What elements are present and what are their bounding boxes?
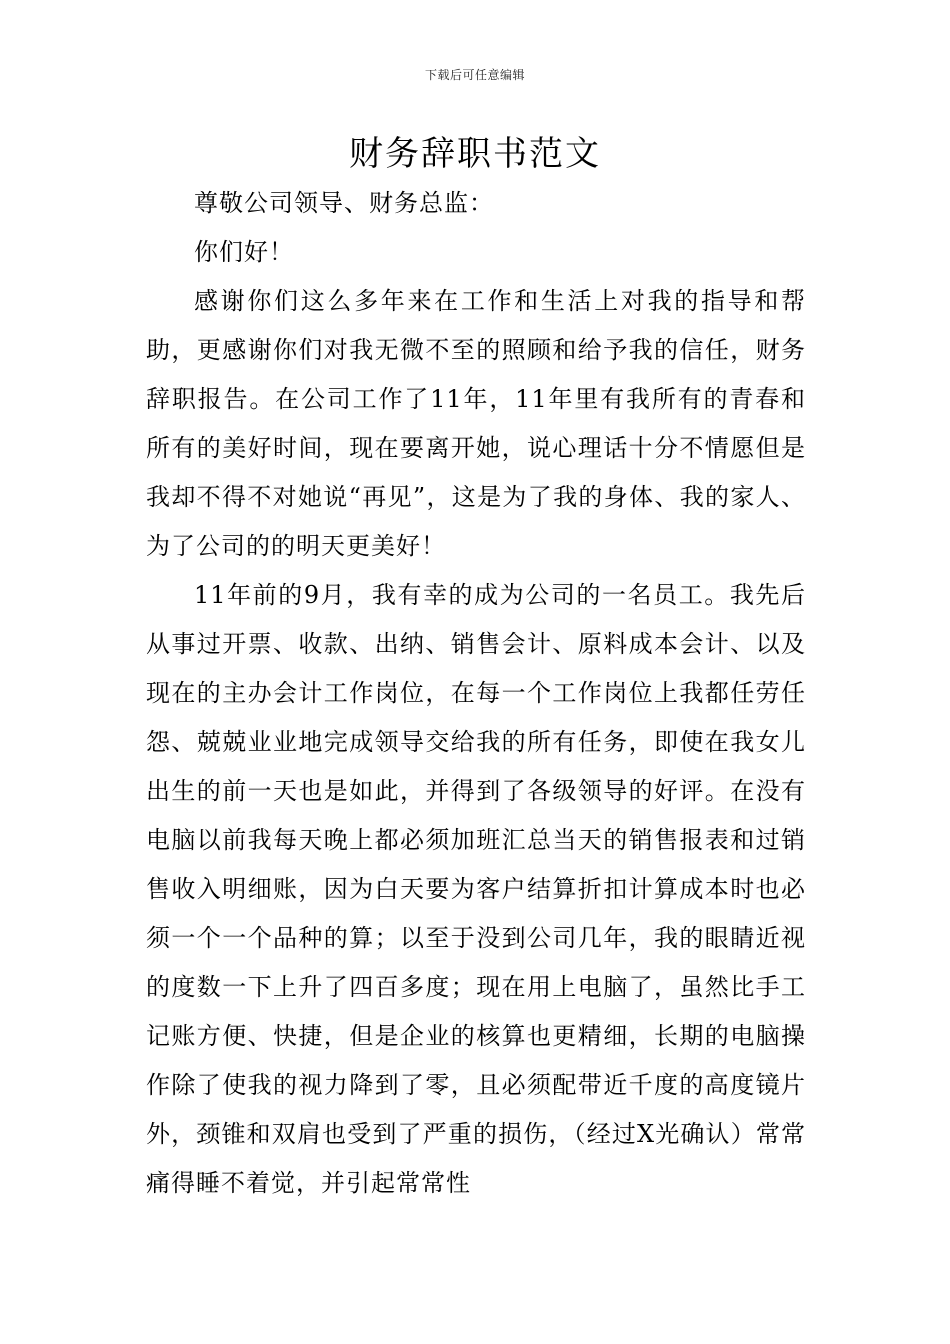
document-body [146, 179, 806, 1208]
paragraph-work-history: 11年前的9月，我有幸的成为公司的一名员工。我先后从事过开票、收款、出纳、销售会计、原料成本会计、以及现在的主办会计工作岗位，在每一个工作岗位上我都任劳任怨、兢兢业业地完成领导交给我的所有任务，即使在我女儿出生的前一天也是如此，并得到了各级领导的好评。在没有电脑以前我每天晚上都必须加班汇总当天的销售报表和过销售收入明细账，因为白天要为客户结算折扣计算成本时也必须一个一个品种的算；以至于没到公司几年，我的眼睛近视的度数一下上升了四百多度；现在用上电脑了，虽然比手工记账方便、快捷，但是企业的核算也更精细，长期的电脑操作除了使我的视力降到了零，且必须配带近千度的高度镜片外，颈锥和双肩也受到了严重的损伤，（经过X光确认）常常痛得睡不着觉，并引起常常性 [146, 581, 806, 1197]
paragraph-gratitude: 感谢你们这么多年来在工作和生活上对我的指导和帮助，更感谢你们对我无微不至的照顾和给予我的信任，财务辞职报告。在公司工作了11年，11年里有我所有的青春和所有的美好时间，现在要离开她，说心理话十分不情愿但是我却不得不对她说“再见”，这是为了我的身体、我的家人、为了公司的的明天更美好！ [146, 287, 806, 560]
salutation: 尊敬公司领导、财务总监： [194, 189, 494, 217]
greeting: 你们好！ [194, 238, 294, 266]
header-note: 下载后可任意编辑 [424, 68, 525, 82]
document-title: 财务辞职书范文 [349, 134, 601, 174]
